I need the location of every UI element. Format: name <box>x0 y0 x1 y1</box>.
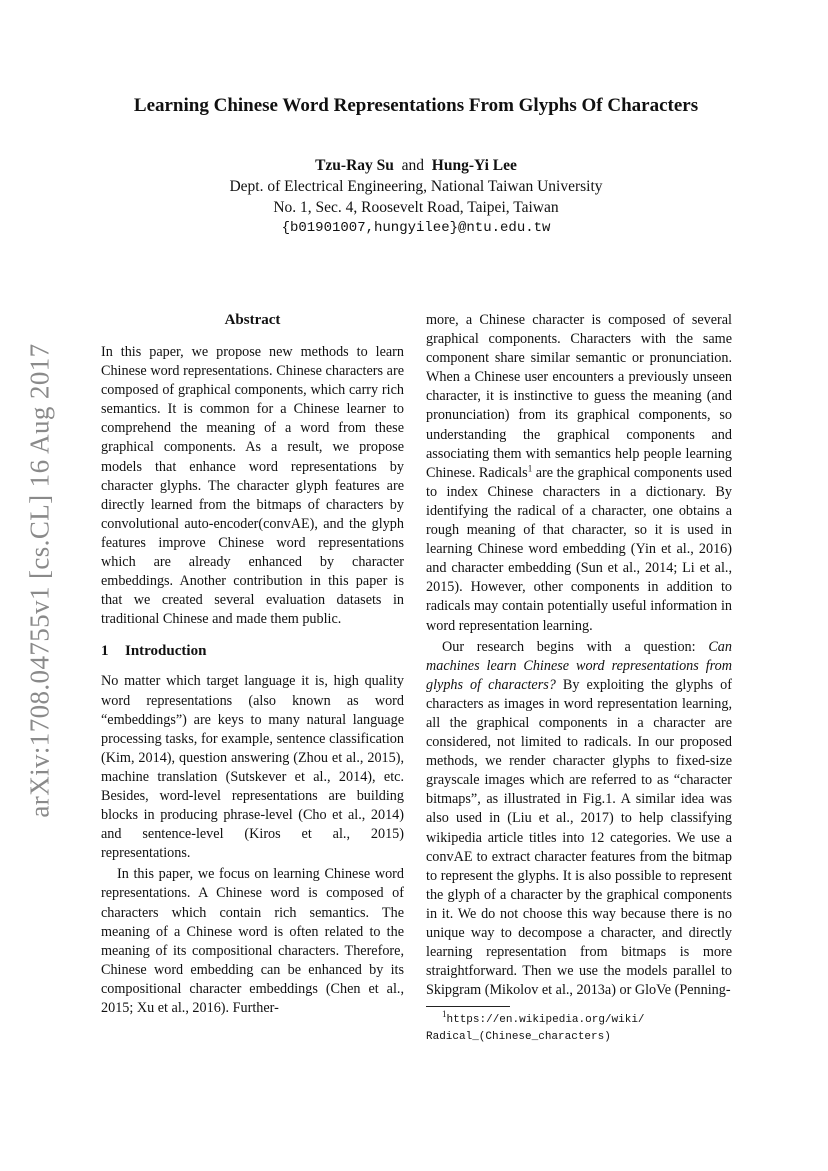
abstract-text: In this paper, we propose new methods to learn Chinese word representations. Chinese characters are composed of graphical components, which carry rich semantics. It is common for a Chinese learner to comprehend the meaning of a word from these graphical components. As a result, we propose models that enhance word representations by character glyphs. The character glyph features are directly learned from the bitmaps of characters by convolutional auto-encoder(convAE), and the glyph features improve Chinese word representations which are already enhanced by character embeddings. Another contribution in this paper is that we created several evaluation datasets in traditional Chinese and made them public. <box>101 344 404 628</box>
address: No. 1, Sec. 4, Roosevelt Road, Taipei, Taiwan <box>273 199 559 216</box>
p3-text-b: are the graphical components used to index Chinese characters in a dictionary. By identifying the radical of a character, one obtains a rough meaning of that character, so it is used in learning Chinese word embedding (Yin et al., 2016) and character embedding (Sun et al., 2014; Li et al., 2015). However, other components in addition to radicals may contain potentially useful information in word representation learning. <box>426 464 733 634</box>
intro-paragraph-2: In this paper, we focus on learning Chinese word representations. A Chinese word is composed of characters which contain rich semantics. The meaning of a Chinese word is often related to the meaning of its compositional characters. Therefore, Chinese word embedding can be enhanced by its compositional character embeddings (Chen et al., 2015; Xu et al., 2016). Further- <box>101 866 404 1016</box>
intro-paragraph-3 <box>426 311 732 636</box>
footnote-ref: 1 <box>527 463 533 474</box>
footnote-divider <box>426 1006 510 1007</box>
research-question: Can machines learn Chinese word representations from glyphs of characters? <box>426 638 732 693</box>
abstract-heading: Abstract <box>224 312 281 328</box>
arxiv-stamp-text: arXiv:1708.04755v1 [cs.CL] 16 Aug 2017 <box>24 342 55 818</box>
p3-text-a: more, a Chinese character is composed of several graphical components. Characters with the same component share similar semantic or pronunciation. When a Chinese user encounters a previously unseen character, it is instinctive to guess the meaning (and pronunciation) from its graphical components, so understanding the graphical components and associating them with semantics help people learning Chinese. Radicals <box>426 312 732 481</box>
intro-paragraph-1: No matter which target language it is, high quality word representations (also known as word “embeddings”) are keys to many natural language processing tasks, for example, sentence classification (Kim, 2014), question answering (Zhou et al., 2015), machine translation (Sutskever et al., 2014), etc. Besides, word-level representations are building blocks in producing phrase-level (Cho et al., 2014) and sentence-level (Kiros et al., 2015) representations. <box>101 673 404 862</box>
section-title: Introduction <box>125 643 207 660</box>
section-number: 1 <box>101 643 109 660</box>
author-names <box>60 155 772 176</box>
paper-title: Learning Chinese Word Representations From Glyphs Of Characters <box>133 95 699 116</box>
p4-text-b: By exploiting the glyphs of characters as images in word representation learning, all the graphical components in a character are considered, not limited to radicals. In our proposed methods, we render character glyphs to fixed-size grayscale images which are referred to as “character bitmaps”, as illustrated in Fig.1. A similar idea was also used in (Liu et al., 2017) to help classifying wikipedia article titles into 12 categories. We use a convAE to extract character features from the bitmap to represent the glyphs. It is also possible to represent the glyph of a character by the graphical components in it. We do not choose this way because there is no unique way to decompose a character, and directly learning representation from bitmaps is more straightforward. Then we use the models parallel to Skipgram (Mikolov et al., 2013a) or GloVe (Penning- <box>426 676 732 999</box>
p4-text-a: Our research begins with a question: <box>442 638 709 655</box>
email: {b01901007,hungyilee}@ntu.edu.tw <box>281 220 551 236</box>
right-column <box>426 311 732 1045</box>
author-1: Tzu-Ray Su <box>315 157 394 174</box>
intro-paragraph-4 <box>426 638 732 1001</box>
footnote-marker: 1 <box>442 1009 447 1020</box>
footnote <box>426 1011 732 1045</box>
author-block <box>60 155 772 239</box>
arxiv-stamp <box>22 300 58 860</box>
footnote-url-1: https://en.wikipedia.org/wiki/ <box>446 1014 645 1027</box>
affiliation: Dept. of Electrical Engineering, National Taiwan University <box>229 178 603 195</box>
author-2: Hung-Yi Lee <box>431 157 517 174</box>
left-column <box>101 311 404 1018</box>
section-heading-introduction <box>101 642 404 661</box>
author-connector: and <box>401 157 425 174</box>
footnote-url-2: Radical_(Chinese_characters) <box>426 1031 611 1044</box>
